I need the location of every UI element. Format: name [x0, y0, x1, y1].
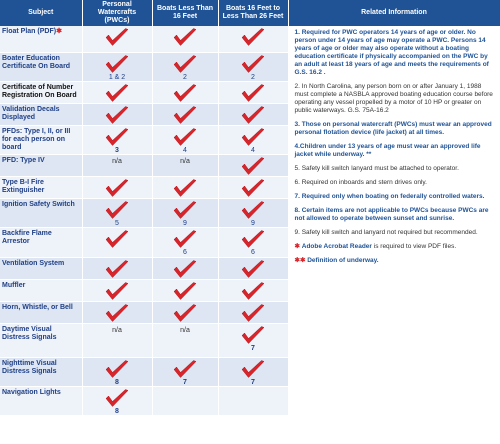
checkmark-icon: [173, 128, 197, 147]
checkmark-icon: [241, 304, 265, 323]
cell-lt16: [152, 198, 218, 227]
cell-lt16: [152, 176, 218, 198]
cell-lt16: [152, 103, 218, 125]
cell-pwc: [82, 81, 152, 103]
note-7: 7. Required only when boating on federally controlled waters.: [294, 193, 485, 200]
checkmark-icon: [173, 55, 197, 74]
checkmark-icon: [105, 230, 129, 249]
cell-lt16: [152, 323, 218, 357]
checkmark-icon: [173, 260, 197, 279]
checkmark-icon: [173, 84, 197, 103]
subject-cell: [0, 386, 82, 415]
checkmark-icon: [173, 230, 197, 249]
note-reference: 2: [251, 73, 255, 81]
cell-lt16: [152, 154, 218, 176]
cell-lt16: [152, 26, 218, 52]
note-reference: 5: [115, 219, 119, 227]
checkmark-icon: [241, 128, 265, 147]
cell-lt16: [152, 279, 218, 301]
cell-b16to26: [218, 103, 288, 125]
cell-lt16: [152, 257, 218, 279]
subject-label: Horn, Whistle, or Bell: [2, 303, 73, 311]
subject-label: Backfire Flame Arrestor: [2, 229, 52, 245]
related-information-panel: [288, 26, 500, 415]
cell-lt16: [152, 386, 218, 415]
checkmark-icon: [241, 326, 265, 345]
header-16-to-26: Boats 16 Feet to Less Than 26 Feet: [218, 0, 288, 26]
subject-label: Navigation Lights: [2, 388, 61, 396]
cell-lt16: [152, 125, 218, 154]
subject-label: Ignition Safety Switch: [2, 200, 75, 208]
subject-cell: [0, 257, 82, 279]
checkmark-icon: [241, 230, 265, 249]
cell-b16to26: [218, 198, 288, 227]
note-reference: 4: [251, 146, 255, 154]
checkmark-icon: [241, 106, 265, 125]
checkmark-icon: [241, 28, 265, 47]
cell-b16to26: [218, 357, 288, 386]
checkmark-icon: [241, 260, 265, 279]
cell-pwc: [82, 198, 152, 227]
cell-pwc: [82, 176, 152, 198]
subject-cell: [0, 301, 82, 323]
checkmark-icon: [105, 304, 129, 323]
checkmark-icon: [105, 106, 129, 125]
checkmark-icon: [173, 282, 197, 301]
cell-pwc: [82, 301, 152, 323]
cell-lt16: [152, 52, 218, 81]
note-reference: 7: [183, 378, 187, 386]
subject-label: Boater Education Certificate On Board: [2, 54, 71, 70]
note-5: 5. Safety kill switch lanyard must be attached to operator.: [294, 165, 459, 172]
note-reference: 8: [115, 378, 119, 386]
checkmark-icon: [173, 201, 197, 220]
note-reference: 4: [183, 146, 187, 154]
cell-b16to26: [218, 227, 288, 257]
subject-label: PFDs: Type I, II, or III for each person on board: [2, 127, 71, 151]
subject-cell[interactable]: [0, 26, 82, 52]
checkmark-icon: [105, 282, 129, 301]
checkmark-icon: [241, 84, 265, 103]
checkmark-icon: [173, 28, 197, 47]
note-reference: 7: [251, 378, 255, 386]
checkmark-icon: [105, 201, 129, 220]
note-reference: 6: [183, 248, 187, 256]
checkmark-icon: [105, 389, 129, 408]
note-4: 4.Children under 13 years of age must wear an approved life jacket while underway. **: [294, 143, 481, 158]
checkmark-icon: [105, 360, 129, 379]
cell-pwc: [82, 52, 152, 81]
note-reference: 1 & 2: [108, 73, 126, 81]
subject-label: Float Plan (PDF): [2, 28, 57, 35]
subject-cell: [0, 103, 82, 125]
subject-label: Muffler: [2, 281, 26, 289]
note-reference: n/a: [112, 326, 122, 334]
note-reference: 9: [183, 219, 187, 227]
checkmark-icon: [105, 128, 129, 147]
cell-pwc: [82, 323, 152, 357]
subject-label: Certificate of Number Registration On Board: [2, 83, 77, 99]
definition-of-underway-link[interactable]: Definition of underway.: [307, 257, 379, 264]
header-subject: Subject: [0, 0, 82, 26]
cell-lt16: [152, 301, 218, 323]
cell-b16to26: [218, 279, 288, 301]
checkmark-icon: [105, 179, 129, 198]
asterisk-icon: ✱: [294, 243, 300, 250]
cell-pwc: [82, 154, 152, 176]
cell-pwc: [82, 227, 152, 257]
table-row: [0, 26, 500, 52]
cell-pwc: [82, 279, 152, 301]
cell-pwc: [82, 26, 152, 52]
cell-pwc: [82, 103, 152, 125]
subject-cell: [0, 176, 82, 198]
cell-pwc: [82, 257, 152, 279]
subject-cell: [0, 125, 82, 154]
cell-b16to26: [218, 257, 288, 279]
note-3: 3. Those on personal watercraft (PWCs) must wear an approved personal flotation device (life jacket) at all times.: [294, 121, 492, 136]
underway-note: [295, 257, 495, 265]
note-2: 2. In North Carolina, any person born on or after January 1, 1988 must complete a NASBLA approved boating education course before operating any vessel propelled by a motor of 10 HP or greater on public waterways. G.S. 75A-16.2: [294, 83, 493, 114]
cell-lt16: [152, 227, 218, 257]
cell-b16to26: [218, 81, 288, 103]
note-8: 8. Certain items are not applicable to PWCs because PWCs are not allowed to operate between sunset and sunrise.: [294, 207, 489, 222]
note-6: 6. Required on inboards and stern drives only.: [294, 179, 427, 186]
checkmark-icon: [241, 157, 265, 176]
subject-label: Nighttime Visual Distress Signals: [2, 359, 57, 375]
subject-cell: [0, 154, 82, 176]
subject-label: Type B-I Fire Extinguisher: [2, 178, 45, 194]
note-reference: n/a: [112, 157, 122, 165]
cell-pwc: [82, 386, 152, 415]
asterisk-icon: ✱: [56, 28, 62, 35]
subject-cell: [0, 52, 82, 81]
subject-cell: [0, 227, 82, 257]
cell-b16to26: [218, 323, 288, 357]
note-1: 1. Required for PWC operators 14 years of age or older. No person under 14 years of age may operate a PWC. Persons 14 years of age or older may also operate without a boating education certificate if physically accompanied on the PWC by an adult at least 18 years of age and meets the requirements of G.S. 16.2 .: [294, 29, 489, 76]
note-reference: 3: [115, 146, 119, 154]
subject-cell: [0, 198, 82, 227]
header-row: [0, 0, 500, 26]
checkmark-icon: [241, 360, 265, 379]
cell-b16to26: [218, 125, 288, 154]
subject-cell: [0, 81, 82, 103]
subject-label: Validation Decals Displayed: [2, 105, 60, 121]
cell-b16to26: [218, 386, 288, 415]
acrobat-note-text: is required to view PDF files.: [371, 243, 457, 250]
cell-lt16: [152, 357, 218, 386]
checkmark-icon: [241, 179, 265, 198]
cell-b16to26: [218, 154, 288, 176]
checkmark-icon: [105, 55, 129, 74]
checkmark-icon: [105, 84, 129, 103]
note-reference: n/a: [180, 326, 190, 334]
note-reference: 8: [115, 407, 119, 415]
cell-lt16: [152, 81, 218, 103]
checkmark-icon: [105, 260, 129, 279]
subject-cell: [0, 357, 82, 386]
acrobat-reader-link[interactable]: Adobe Acrobat Reader: [301, 243, 372, 250]
checkmark-icon: [241, 282, 265, 301]
note-9: 9. Safety kill switch and lanyard not required but recommended.: [294, 229, 478, 236]
subject-cell: [0, 279, 82, 301]
subject-label: Ventilation System: [2, 259, 65, 267]
header-pwc: Personal Watercrafts (PWCs): [82, 0, 152, 26]
cell-pwc: [82, 125, 152, 154]
cell-b16to26: [218, 301, 288, 323]
cell-b16to26: [218, 52, 288, 81]
checkmark-icon: [173, 360, 197, 379]
cell-pwc: [82, 357, 152, 386]
checkmark-icon: [173, 106, 197, 125]
note-reference: 7: [251, 344, 255, 352]
header-related-info: Related Information: [288, 0, 500, 26]
double-asterisk-icon: ✱✱: [294, 257, 306, 264]
subject-cell: [0, 323, 82, 357]
note-reference: 6: [251, 248, 255, 256]
cell-b16to26: [218, 176, 288, 198]
header-less-than-16: Boats Less Than 16 Feet: [152, 0, 218, 26]
checkmark-icon: [173, 179, 197, 198]
note-reference: 9: [251, 219, 255, 227]
checkmark-icon: [241, 55, 265, 74]
subject-label: PFD: Type IV: [2, 156, 45, 164]
checkmark-icon: [105, 28, 129, 47]
note-reference: n/a: [180, 157, 190, 165]
note-reference: 2: [183, 73, 187, 81]
checkmark-icon: [173, 304, 197, 323]
subject-label: Daytime Visual Distress Signals: [2, 325, 57, 341]
checkmark-icon: [241, 201, 265, 220]
cell-b16to26: [218, 26, 288, 52]
acrobat-note: [295, 243, 495, 251]
